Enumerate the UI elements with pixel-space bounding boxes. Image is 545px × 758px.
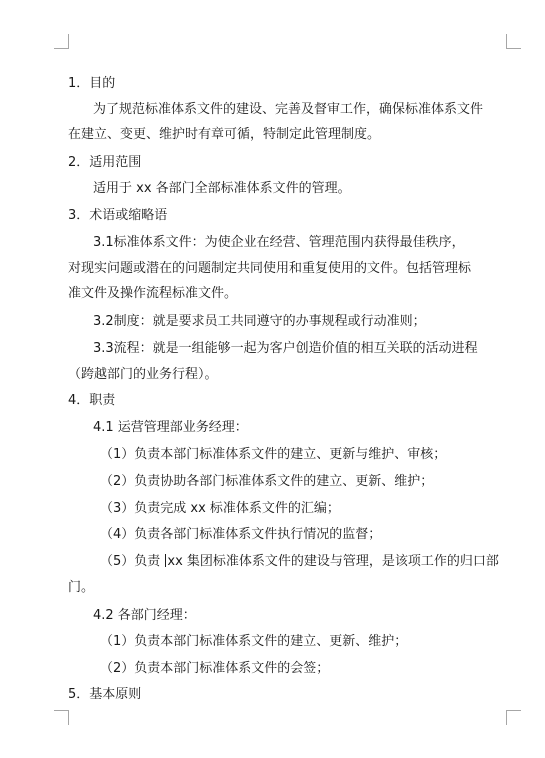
list-item: （5）负责 xx 集团标准体系文件的建设与管理，是该项工作的归口部 — [100, 554, 499, 569]
paragraph-line: 适用于 xx 各部门全部标准体系文件的管理。 — [93, 181, 351, 196]
heading-scope: 2．适用范围 — [68, 155, 142, 170]
margin-corner-top-left — [54, 34, 69, 49]
paragraph-line: 准文件及操作流程标准文件。 — [68, 286, 238, 301]
list-item: （2）负责本部门标准体系文件的会签； — [100, 661, 330, 676]
margin-corner-top-right — [506, 34, 521, 49]
paragraph-line: 为了规范标准体系文件的建设、完善及督审工作，确保标准体系文件 — [93, 102, 484, 117]
margin-corner-bottom-right — [506, 710, 521, 725]
list-item-continued: 门。 — [68, 580, 95, 595]
paragraph-line: （跨越部门的业务行程）。 — [68, 367, 218, 382]
list-item: （4）负责各部门标准体系文件执行情况的监督； — [100, 527, 382, 542]
text-cursor — [165, 554, 166, 567]
heading-purpose: 1．目的 — [68, 76, 116, 91]
paragraph-line: 3.2制度：就是要求员工共同遵守的办事规程或行动准则； — [93, 314, 426, 329]
subheading: 4.2 各部门经理： — [93, 608, 196, 623]
list-item: （2）负责协助各部门标准体系文件的建立、更新、维护； — [100, 474, 434, 489]
paragraph-line: 3.3流程：就是一组能够一起为客户创造价值的相互关联的活动进程 — [93, 341, 478, 356]
paragraph-line: 在建立、变更、维护时有章可循，特制定此管理制度。 — [68, 127, 381, 142]
heading-duties: 4．职责 — [68, 393, 116, 408]
margin-corner-bottom-left — [54, 710, 69, 725]
list-item: （1）负责本部门标准体系文件的建立、更新与维护、审核； — [100, 447, 447, 462]
subheading: 4.1 运营管理部业务经理： — [93, 420, 248, 435]
paragraph-line: 3.1标准体系文件：为使企业在经营、管理范围内获得最佳秩序， — [93, 235, 465, 250]
heading-principles: 5．基本原则 — [68, 687, 142, 702]
list-item: （1）负责本部门标准体系文件的建立、更新、维护； — [100, 634, 408, 649]
heading-terms: 3．术语或缩略语 — [68, 208, 168, 223]
paragraph-line: 对现实问题或潜在的问题制定共同使用和重复使用的文件。包括管理标 — [68, 261, 472, 276]
list-item: （3）负责完成 xx 标准体系文件的汇编； — [100, 501, 340, 516]
